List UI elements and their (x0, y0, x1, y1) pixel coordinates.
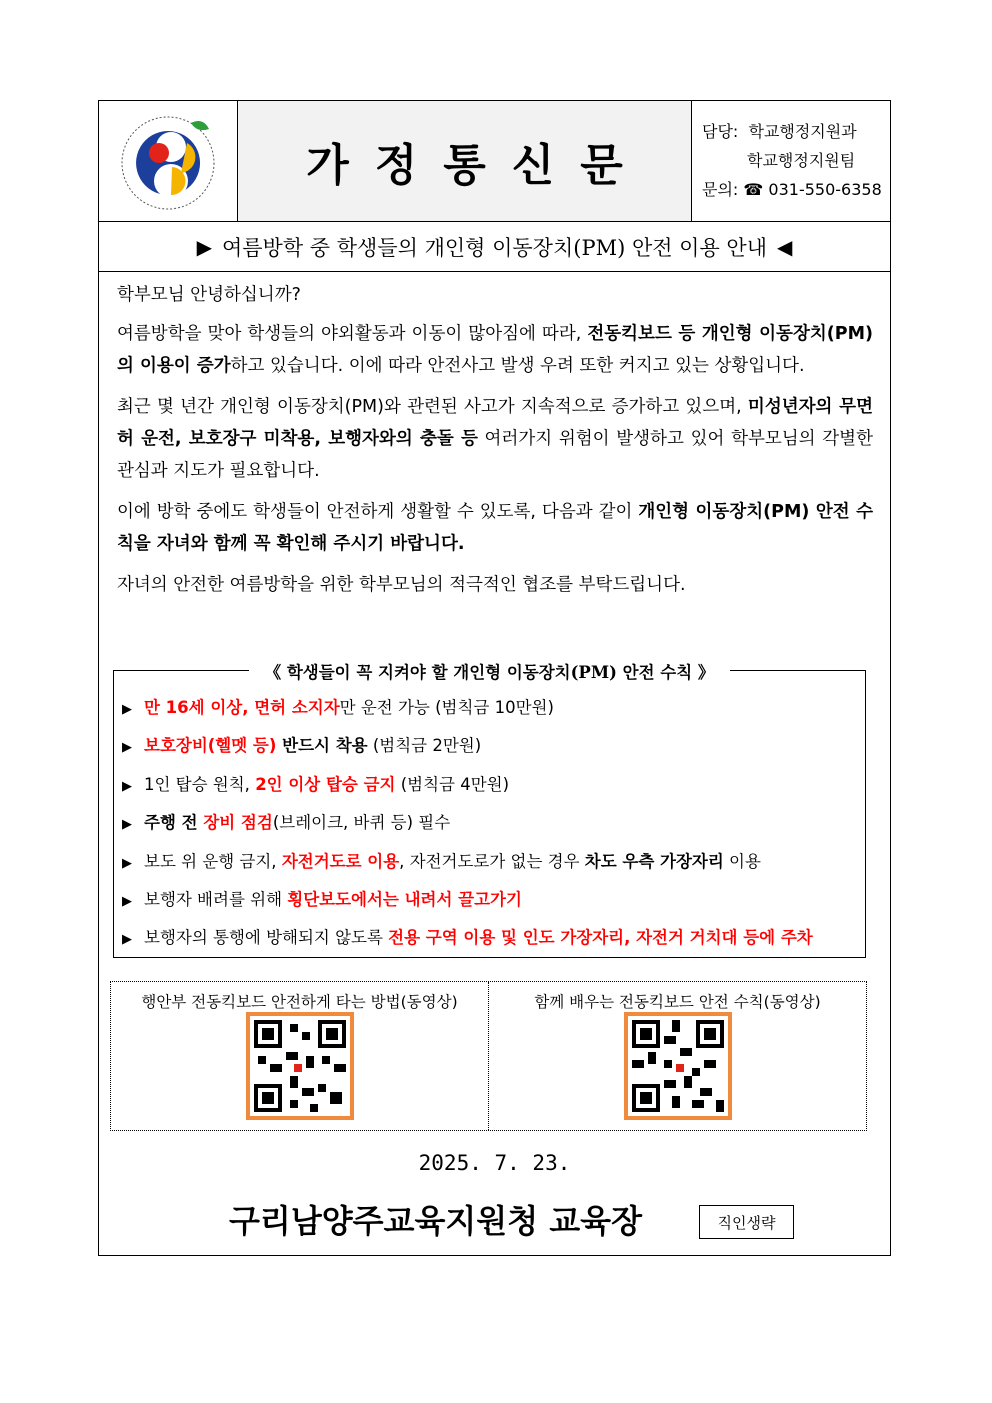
rule-item (122, 804, 857, 842)
subject-left-marker: ▶ (196, 234, 212, 259)
issue-date: 2025. 7. 23. (418, 1151, 571, 1175)
qr-pattern (628, 1016, 728, 1116)
p1-emphasis: 전동킥보드 등 개인형 이동장치(PM)의 이용이 증가 (117, 324, 873, 376)
rule-highlight: 자전거도로 이용 (281, 851, 400, 871)
p3-emphasis: 개인형 이동장치(PM) 안전 수칙을 자녀와 함께 꼭 확인해 주시기 바랍니다. (117, 502, 873, 554)
rule-text: 보행자의 통행에 방해되지 않도록 (144, 928, 389, 948)
paragraph-1 (117, 318, 873, 382)
contact-info (692, 101, 890, 221)
letter-body (117, 279, 873, 610)
subject-right-marker: ◀ (777, 234, 793, 259)
qr-label: 함께 배우는 전동킥보드 안전 수칙(동영상) (534, 993, 821, 1011)
p2-text-end: 여러가지 위험이 발생하고 있어 학부모님의 각별한 관심과 지도가 필요합니다. (117, 429, 873, 481)
rule-text: (범칙금 2만원) (367, 736, 482, 756)
qr-pattern (250, 1016, 350, 1116)
document-title-cell (238, 101, 692, 221)
rule-text: (브레이크, 바퀴 등) 필수 (272, 813, 451, 833)
bullet-icon: ▶ (122, 740, 132, 756)
rule-text: 1인 탑승 원칙, (144, 774, 256, 794)
p2-emphasis: 미성년자의 무면허 운전, 보호장구 미착용, 보행자와의 충돌 등 (117, 397, 873, 449)
bullet-icon: ▶ (122, 778, 132, 794)
dept-label: 담당: (702, 122, 739, 141)
rule-highlight: 전용 구역 이용 및 인도 가장자리, 자전거 거치대 등에 주차 (388, 928, 813, 948)
qr-code-icon[interactable] (624, 1012, 732, 1120)
rule-text: , 자전거도로가 없는 경우 (399, 851, 585, 871)
rule-item (122, 689, 857, 727)
p1-text: 여름방학을 맞아 학생들의 야외활동과 이동이 많아짐에 따라, (117, 324, 588, 344)
rule-item (122, 843, 857, 881)
rule-bold: 주행 전 (144, 813, 204, 833)
subject-text: 여름방학 중 학생들의 개인형 이동장치(PM) 안전 이용 안내 (221, 235, 768, 260)
issuer-name: 구리남양주교육지원청 교육장 (229, 1202, 642, 1240)
education-office-logo (99, 101, 238, 221)
dept-name-1: 학교행정지원과 (748, 122, 857, 141)
rule-text: (범칙금 4만원) (395, 774, 510, 794)
rule-text: 만 운전 가능 (범칙금 10만원) (339, 698, 554, 717)
dept-name-2: 학교행정지원팀 (747, 151, 856, 170)
bullet-icon: ▶ (122, 702, 132, 717)
seal-omitted-stamp: 직인생략 (699, 1205, 794, 1239)
rule-item (122, 727, 857, 765)
document-title: 가정통신문 (306, 140, 649, 191)
p2-text: 최근 몇 년간 개인형 이동장치(PM)와 관련된 사고가 지속적으로 증가하고 있으며, (117, 397, 748, 417)
rule-item (122, 919, 857, 957)
rules-title-text: 《 학생들이 꼭 지켜야 할 개인형 이동장치(PM) 안전 수칙 》 (249, 663, 731, 682)
greeting: 학부모님 안녕하십니까? (117, 285, 301, 305)
subject-line (99, 222, 890, 272)
phone-number: ☎ 031-550-6358 (743, 180, 882, 199)
qr-code-icon[interactable] (246, 1012, 354, 1120)
document-frame (98, 100, 891, 1256)
p3-text: 이에 방학 중에도 학생들이 안전하게 생활할 수 있도록, 다음과 같이 (117, 502, 639, 522)
header-row (99, 101, 890, 222)
rule-item (122, 766, 857, 804)
paragraph-2 (117, 391, 873, 487)
qr-label: 행안부 전동킥보드 안전하게 타는 방법(동영상) (141, 993, 458, 1011)
rule-highlight: 횡단보도에서는 내려서 끌고가기 (287, 889, 522, 909)
rules-title (114, 659, 865, 683)
rule-text: 보행자 배려를 위해 (144, 889, 288, 909)
bullet-icon: ▶ (122, 932, 132, 948)
safety-rules-box (113, 663, 866, 958)
phone-label: 문의: (702, 180, 739, 199)
rule-text: 이용 (723, 851, 761, 871)
qr-cell-rules-video (488, 982, 866, 1130)
paragraph-4: 자녀의 안전한 여름방학을 위한 학부모님의 적극적인 협조를 부탁드립니다. (117, 575, 686, 595)
bullet-icon: ▶ (122, 855, 132, 871)
p1-text-end: 하고 있습니다. 이에 따라 안전사고 발생 우려 또한 커지고 있는 상황입니다. (230, 356, 805, 376)
rules-list (122, 689, 857, 958)
rule-highlight: 장비 점검 (203, 813, 273, 833)
bullet-icon: ▶ (122, 893, 132, 909)
qr-code-table (110, 981, 867, 1131)
rule-text: 보도 위 운행 금지, (144, 851, 282, 871)
logo-cell (99, 101, 238, 221)
qr-cell-safety-video (111, 982, 488, 1130)
rule-highlight: 2인 이상 탑승 금지 (255, 774, 396, 794)
rule-highlight: 보호장비(헬멧 등) (144, 736, 277, 756)
rule-highlight: 만 16세 이상, 면허 소지자 (144, 698, 340, 717)
rule-bold: 반드시 착용 (276, 736, 368, 756)
bullet-icon: ▶ (122, 817, 132, 833)
paragraph-3 (117, 496, 873, 560)
rule-bold: 차도 우측 가장자리 (584, 851, 724, 871)
rule-item (122, 881, 857, 919)
